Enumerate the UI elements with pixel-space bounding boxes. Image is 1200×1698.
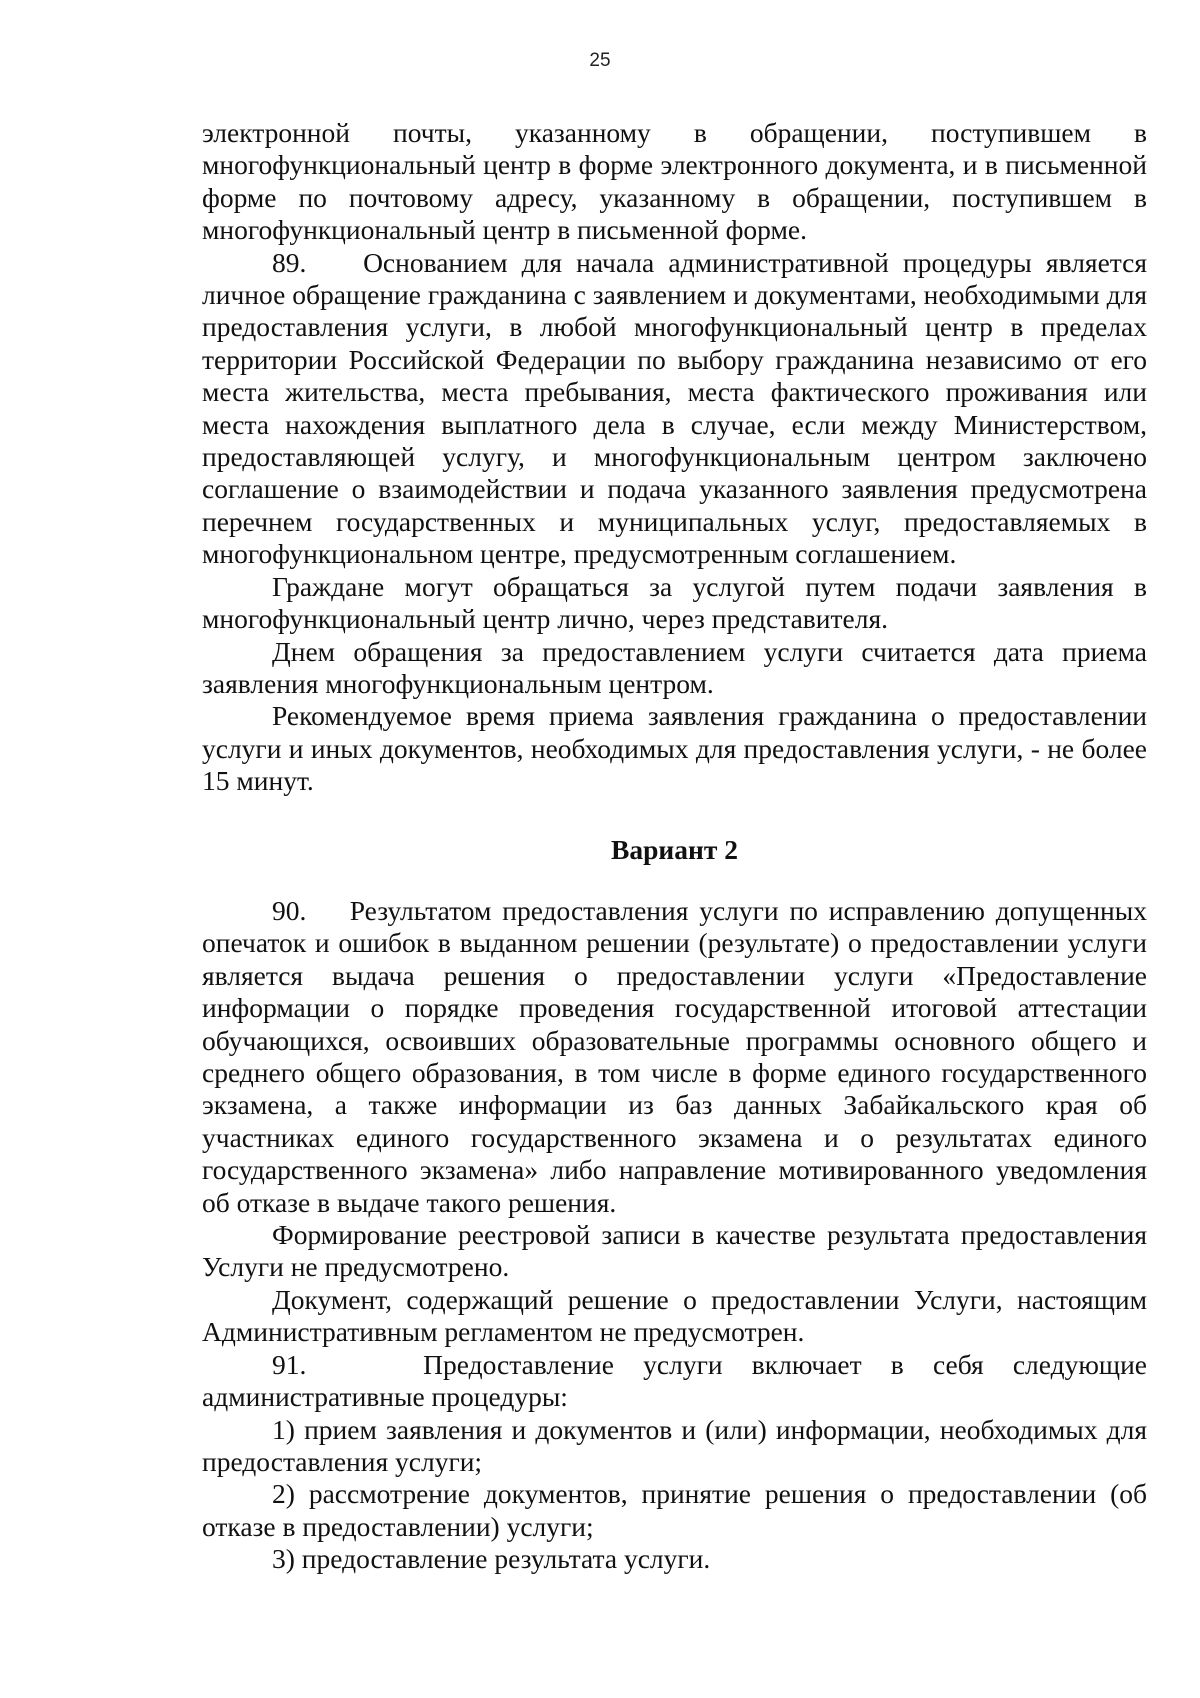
paragraph: электронной почты, указанному в обращении, поступившем в многофункциональный центр в форме электронного документа, и в письменной форме по почтовому адресу, указанному в обращении, поступившем в многофункциональный центр в письменной форме. [202,117,1147,246]
list-item: 1) прием заявления и документов и (или) информации, необходимых для предоставления услуги; [202,1413,1147,1477]
paragraph: Формирование реестровой записи в качестве результата предоставления Услуги не предусмотрено. [202,1219,1147,1283]
text-block-section-2 [202,895,1147,1576]
paragraph-91: 91. Предоставление услуги включает в себя следующие административные процедуры: [202,1348,1147,1413]
paragraph: Документ, содержащий решение о предоставлении Услуги, настоящим Административным регламентом не предусмотрен. [202,1283,1147,1348]
paragraph: Рекомендуемое время приема заявления гражданина о предоставлении услуги и иных документов, необходимых для предоставления услуги, - не более 15 минут. [202,700,1147,797]
list-item: 3) предоставление результата услуги. [272,1543,711,1575]
list-item: 2) рассмотрение документов, принятие решения о предоставлении (об отказе в предоставлении) услуги; [202,1478,1147,1542]
paragraph: Днем обращения за предоставлением услуги считается дата приема заявления многофункциональным центром. [202,635,1147,699]
text-block-section-1 [202,117,1147,798]
paragraph-89: 89. Основанием для начала административной процедуры является личное обращение гражданина с заявлением и документами, необходимыми для предоставления услуги, в любой многофункциональный центр в пределах территории Российской Федерации по выбору гражданина независимо от его места жительства, места пребывания, места фактического проживания или места нахождения выплатного дела в случае, если между Министерством, предоставляющей услугу, и многофункциональным центром заключено соглашение о взаимодействии и подача указанного заявления предусмотрена перечнем государственных и муниципальных услуг, предоставляемых в многофункциональном центре, предусмотренным соглашением. [202,246,1147,570]
paragraph: Граждане могут обращаться за услугой путем подачи заявления в многофункциональный центр лично, через представителя. [202,570,1147,635]
page-number: 25 [589,50,611,71]
section-heading: Вариант 2 [611,834,738,865]
paragraph-90: 90. Результатом предоставления услуги по исправлению допущенных опечаток и ошибок в выданном решении (результате) о предоставлении услуги является выдача решения о предоставлении услуги «Предоставление информации о порядке проведения государственной итоговой аттестации обучающихся, освоивших образовательные программы основного общего и среднего общего образования, в том числе в форме единого государственного экзамена, а также информации из баз данных Забайкальского края об участниках единого государственного экзамена и о результатах единого государственного экзамена» либо направление мотивированного уведомления об отказе в выдаче такого решения. [202,895,1147,1218]
